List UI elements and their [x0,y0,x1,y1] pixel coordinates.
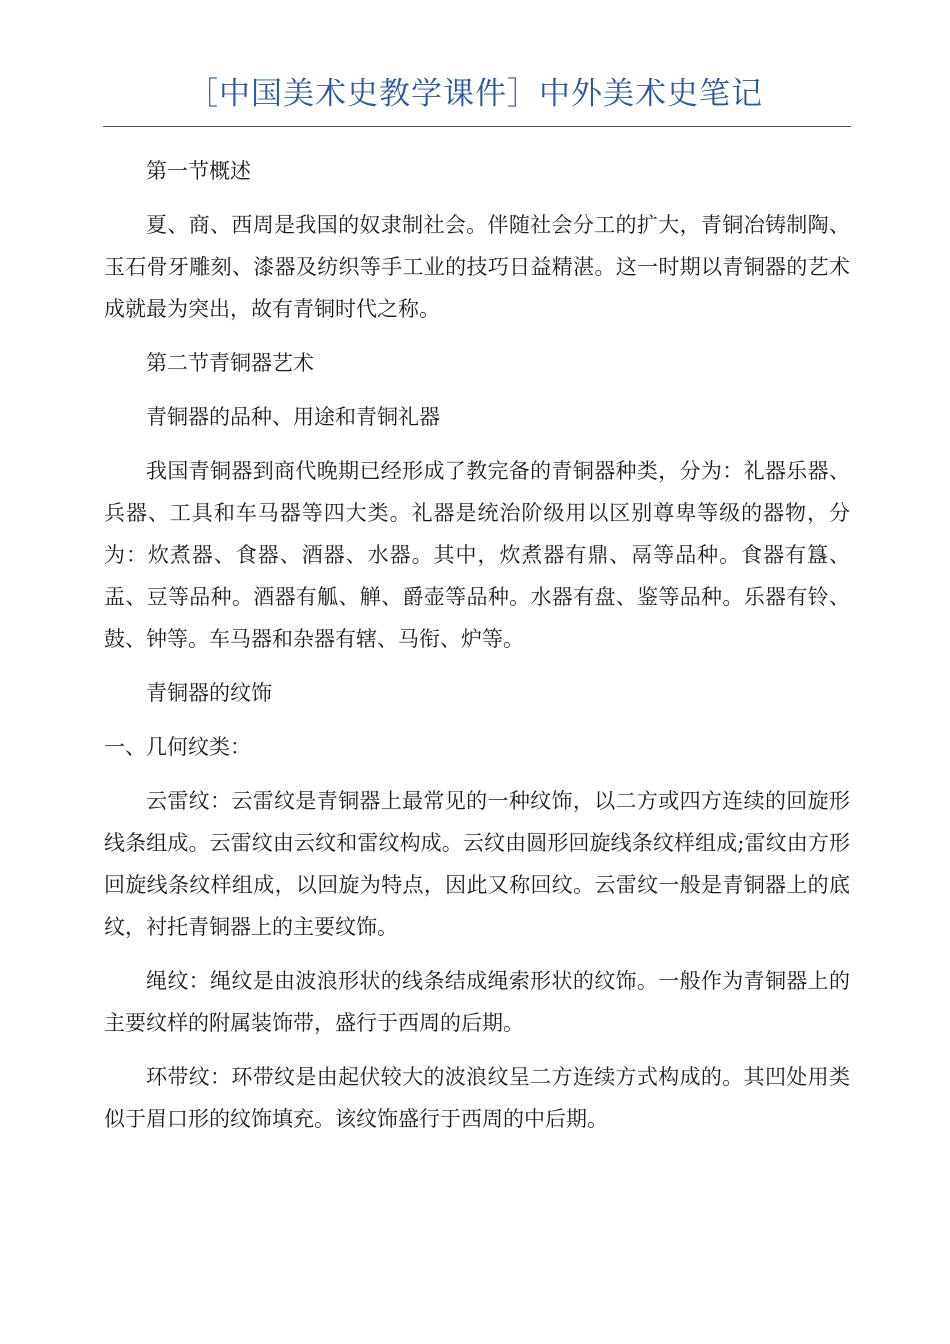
subheading-bronze-types: 青铜器的品种、用途和青铜礼器 [146,405,440,429]
section-heading-bronze-art: 第二节青铜器艺术 [146,351,314,375]
document-title: ［中国美术史教学课件］中外美术史笔记 [187,76,763,112]
section-heading-overview: 第一节概述 [146,159,251,183]
list-heading-geometric: 一、几何纹类： [104,735,251,759]
subheading-bronze-patterns: 青铜器的纹饰 [146,681,272,705]
paragraph-overview: 夏、商、西周是我国的奴隶制社会。伴随社会分工的扩大，青铜冶铸制陶、玉石骨牙雕刻、漆器及纺织等手工业的技巧日益精湛。这一时期以青铜器的艺术成就最为突出，故有青铜时代之称。 [104,213,850,321]
paragraph-ring-band-pattern: 环带纹：环带纹是由起伏较大的波浪纹呈二方连续方式构成的。其凹处用类似于眉口形的纹饰填充。该纹饰盛行于西周的中后期。 [104,1065,850,1131]
paragraph-cloud-thunder-pattern: 云雷纹：云雷纹是青铜器上最常见的一种纹饰，以二方或四方连续的回旋形线条组成。云雷纹由云纹和雷纹构成。云纹由圆形回旋线条纹样组成;雷纹由方形回旋线条纹样组成，以回旋为特点，因此又称回纹。云雷纹一般是青铜器上的底纹，衬托青铜器上的主要纹饰。 [104,789,850,939]
paragraph-bronze-types: 我国青铜器到商代晚期已经形成了教完备的青铜器种类，分为：礼器乐器、兵器、工具和车马器等四大类。礼器是统治阶级用以区别尊卑等级的器物，分为：炊煮器、食器、酒器、水器。其中，炊煮器有鼎、鬲等品种。食器有簋、盂、豆等品种。酒器有觚、觯、爵壶等品种。水器有盘、鉴等品种。乐器有铃、鼓、钟等。车马器和杂器有辖、马衔、炉等。 [104,459,850,651]
title-divider [103,126,851,127]
paragraph-rope-pattern: 绳纹：绳纹是由波浪形状的线条结成绳索形状的纹饰。一般作为青铜器上的主要纹样的附属装饰带，盛行于西周的后期。 [104,969,850,1035]
document-body [104,150,850,1140]
